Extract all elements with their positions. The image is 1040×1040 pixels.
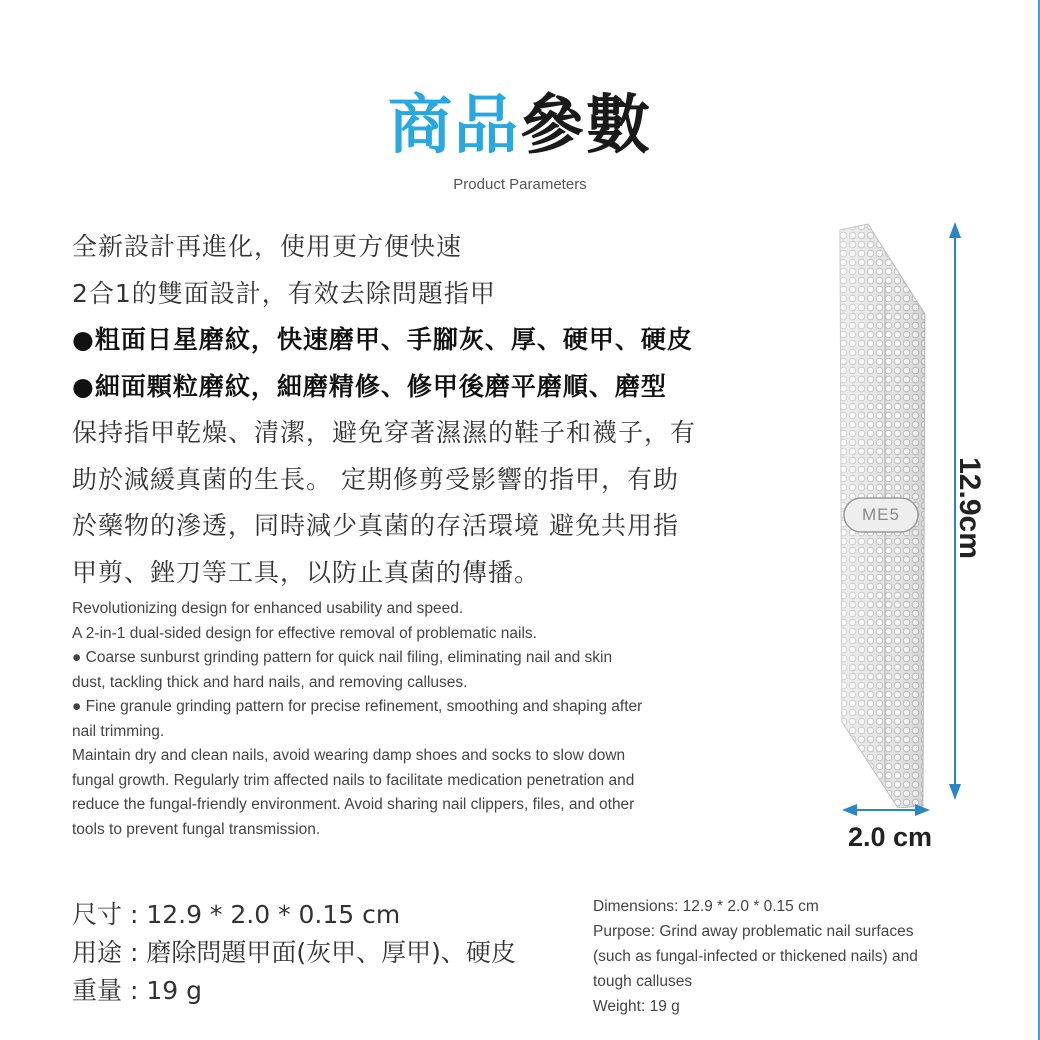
description-zh-line: ●粗面日星磨紋，快速磨甲、手腳灰、厚、硬甲、硬皮 — [72, 325, 693, 354]
description-zh-line: 全新設計再進化，使用更方便快速 — [72, 232, 463, 261]
width-arrow — [842, 804, 930, 816]
description-zh-line: 2合1的雙面設計，有效去除問題指甲 — [72, 278, 496, 308]
description-en-line: A 2-in-1 dual-sided design for effective removal of problematic nails. — [72, 624, 537, 642]
description-en-line: Revolutionizing design for enhanced usability and speed. — [72, 600, 464, 617]
description-en-line: tools to prevent fungal transmission. — [72, 820, 321, 838]
spec-en-line: tough calluses — [593, 973, 693, 990]
page-subtitle: Product Parameters — [453, 176, 587, 193]
page-title-accent: 商品 — [388, 89, 520, 163]
spec-en-line: (such as fungal-infected or thickened nails) and — [593, 948, 918, 965]
description-en-line: Maintain dry and clean nails, avoid wearing damp shoes and socks to slow down — [72, 747, 626, 764]
spec-en-line: Weight: 19 g — [593, 998, 680, 1015]
description-zh-line: 保持指甲乾燥、清潔，避免穿著濕濕的鞋子和襪子，有 — [72, 418, 697, 447]
page-title-rest: 參數 — [520, 89, 652, 163]
width-label: 2.0 cm — [847, 822, 933, 852]
description-zh-line: ●細面顆粒磨紋，細磨精修、修甲後磨平磨順、磨型 — [72, 371, 667, 401]
spec-weight-zh: 重量 : 19 g — [72, 976, 202, 1005]
spec-en-line: Purpose: Grind away problematic nail surfaces — [593, 923, 914, 940]
description-zh-line: 甲剪、銼刀等工具，以防止真菌的傳播。 — [72, 557, 541, 587]
description-en-line: ● Coarse sunburst grinding pattern for quick nail filing, eliminating nail and skin — [72, 649, 613, 666]
description-en-line: dust, tackling thick and hard nails, and removing calluses. — [72, 673, 468, 691]
length-label-text: 12.9cm — [953, 457, 986, 559]
description-zh-line: 於藥物的滲透，同時減少真菌的存活環境 避免共用指 — [72, 511, 679, 540]
description-en-line: reduce the fungal-friendly environment. Avoid sharing nail clippers, files, and other — [72, 796, 635, 813]
description-en-line: nail trimming. — [72, 722, 165, 740]
length-label — [944, 458, 994, 558]
spec-use-zh: 用途 : 磨除問題甲面(灰甲、厚甲)、硬皮 — [72, 938, 516, 967]
description-en-line: ● Fine granule grinding pattern for precise refinement, smoothing and shaping after — [72, 698, 643, 715]
spec-en-line: Dimensions: 12.9 * 2.0 * 0.15 cm — [593, 898, 819, 915]
description-zh-line: 助於減緩真菌的生長。 定期修剪受影響的指甲，有助 — [72, 464, 679, 494]
description-en-line: fungal growth. Regularly trim affected nails to facilitate medication penetration and — [72, 771, 635, 789]
spec-size-zh: 尺寸 : 12.9 * 2.0 * 0.15 cm — [72, 900, 401, 929]
brand-logo: ME5 — [862, 505, 900, 524]
